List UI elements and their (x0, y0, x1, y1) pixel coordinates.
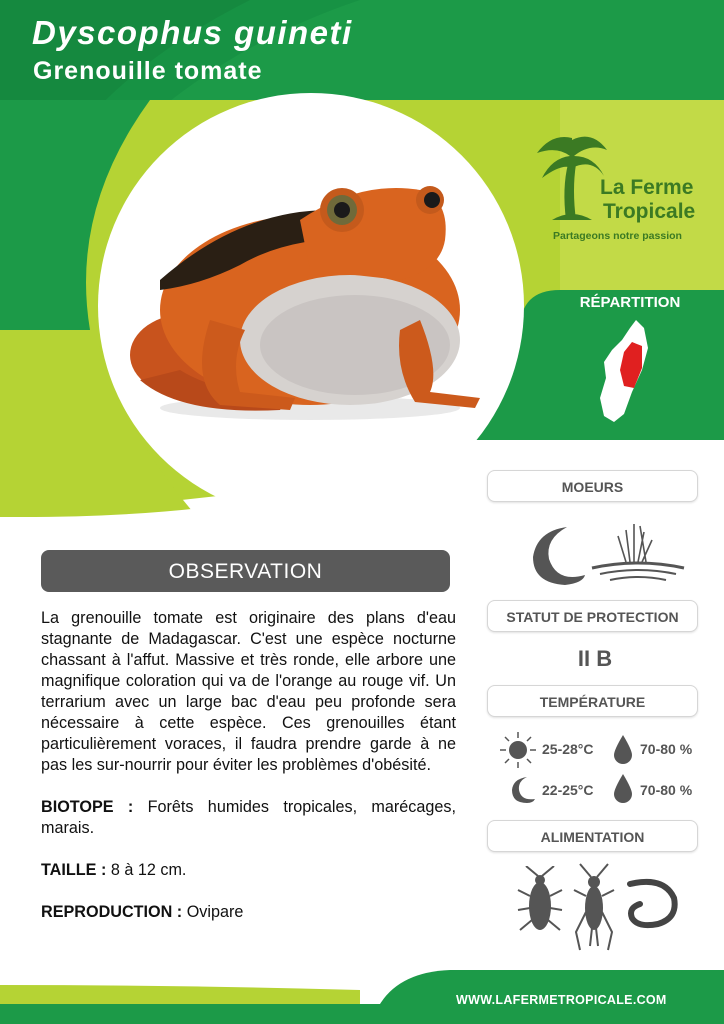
temperature-pill: TEMPÉRATURE (487, 685, 698, 717)
humidity-drop-icon (612, 734, 634, 766)
observation-body (41, 608, 456, 944)
night-temperature: 22-25°C (542, 782, 594, 798)
reproduction-label: REPRODUCTION : (41, 903, 183, 921)
day-temperature: 25-28°C (542, 741, 594, 757)
biotope-label: BIOTOPE : (41, 798, 134, 816)
logo-line1: La Ferme (600, 176, 694, 199)
observation-text: La grenouille tomate est originaire des plans d'eau stagnante de Madagascar. C'est une espèce nocturne chassant à l'affut. Massive et très ronde, elle arbore une magnifique coloration qui va de l'orange au rouge vif. Un terrarium avec un large bac d'eau peu profonde sera nécessaire à cette espèce. Ces grenouilles étant particulièrement voraces, il faudra prendre garde à ne pas les sur-nourrir pour éviter les problèmes d'obésité. (41, 609, 456, 774)
swamp-reeds-icon (590, 522, 686, 586)
cockroach-icon (516, 866, 564, 938)
frog-photo (120, 170, 490, 430)
reproduction-value: Ovipare (186, 903, 244, 921)
taille-line (41, 860, 456, 881)
cricket-icon (572, 862, 616, 952)
night-humidity: 70-80 % (640, 782, 693, 798)
protection-status-value: II B (577, 646, 613, 671)
biotope-line (41, 797, 456, 839)
logo-line2: Tropicale (603, 200, 696, 223)
observation-heading: OBSERVATION (41, 550, 450, 592)
madagascar-map-icon (598, 318, 650, 424)
worm-icon (624, 878, 680, 938)
humidity-drop-icon (612, 773, 634, 805)
moon-icon (509, 775, 535, 805)
moeurs-pill: MOEURS (487, 470, 698, 502)
species-scientific-name: Dyscophus guineti (32, 14, 353, 51)
day-humidity: 70-80 % (640, 741, 693, 757)
moon-icon (527, 523, 585, 589)
protection-status-pill: STATUT DE PROTECTION (487, 600, 698, 632)
sun-icon (499, 731, 537, 769)
logo-tagline: Partageons notre passion (553, 230, 682, 242)
biotope-value: Forêts humides tropicales, marécages, marais. (41, 798, 456, 837)
reproduction-line (41, 902, 456, 923)
taille-value: 8 à 12 cm. (110, 861, 187, 879)
website-link[interactable]: WWW.LAFERMETROPICALE.COM (456, 993, 667, 1007)
species-common-name: Grenouille tomate (33, 57, 263, 85)
repartition-label: RÉPARTITION (579, 294, 681, 311)
alimentation-pill: ALIMENTATION (487, 820, 698, 852)
taille-label: TAILLE : (41, 861, 107, 879)
